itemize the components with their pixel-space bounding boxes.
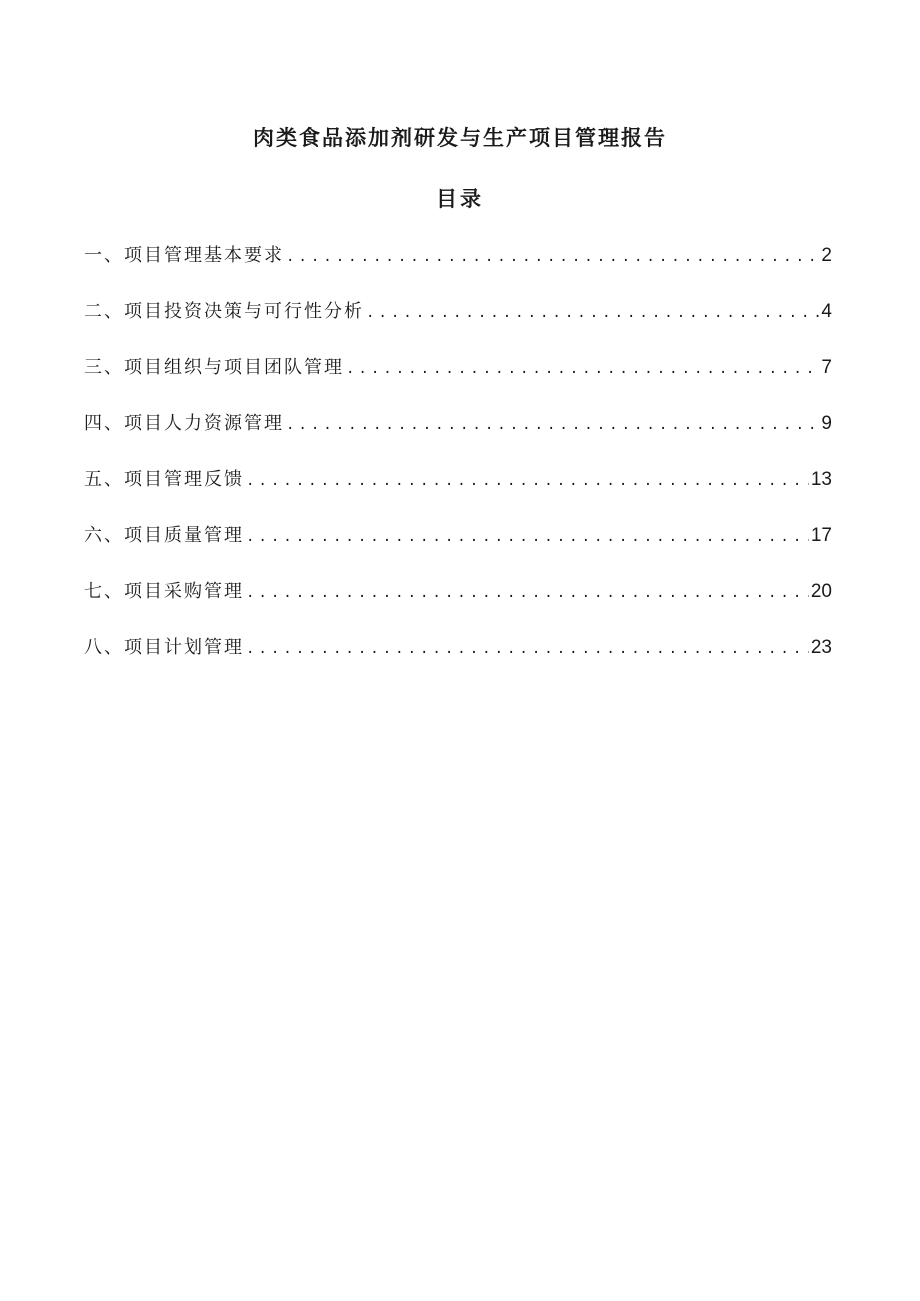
toc-dot-leader: [246, 577, 809, 609]
toc-entry-page: 4: [821, 301, 832, 322]
toc-entry-label: 二、项目投资决策与可行性分析: [84, 301, 364, 322]
toc-entry-page: 13: [810, 469, 832, 490]
toc-entry[interactable]: [84, 520, 832, 576]
toc-dot-leader: [286, 409, 819, 441]
toc-dot-leader: [366, 297, 819, 329]
toc-entry-page: 7: [821, 357, 832, 378]
toc-heading: 目录: [436, 187, 484, 211]
toc-dot-leader: [246, 465, 809, 497]
toc-entry[interactable]: [84, 576, 832, 632]
toc-entry-label: 五、项目管理反馈: [84, 469, 244, 490]
toc-entry[interactable]: [84, 464, 832, 520]
table-of-contents: [84, 240, 832, 688]
toc-entry-label: 四、项目人力资源管理: [84, 413, 284, 434]
toc-entry-label: 八、项目计划管理: [84, 637, 244, 658]
toc-dot-leader: [246, 521, 809, 553]
toc-entry-page: 2: [821, 245, 832, 266]
toc-entry-page: 20: [810, 581, 832, 602]
toc-entry-page: 17: [810, 525, 832, 546]
toc-dot-leader: [246, 633, 809, 665]
toc-entry[interactable]: [84, 408, 832, 464]
toc-dot-leader: [346, 353, 819, 385]
toc-entry-page: 9: [821, 413, 832, 434]
toc-entry[interactable]: [84, 632, 832, 688]
toc-entry[interactable]: [84, 352, 832, 408]
toc-entry-page: 23: [810, 637, 832, 658]
document-title: 肉类食品添加剂研发与生产项目管理报告: [253, 126, 667, 150]
toc-entry-label: 七、项目采购管理: [84, 581, 244, 602]
toc-entry-label: 一、项目管理基本要求: [84, 245, 284, 266]
toc-entry[interactable]: [84, 296, 832, 352]
toc-dot-leader: [286, 241, 819, 273]
toc-entry-label: 三、项目组织与项目团队管理: [84, 357, 344, 378]
toc-entry-label: 六、项目质量管理: [84, 525, 244, 546]
toc-entry[interactable]: [84, 240, 832, 296]
